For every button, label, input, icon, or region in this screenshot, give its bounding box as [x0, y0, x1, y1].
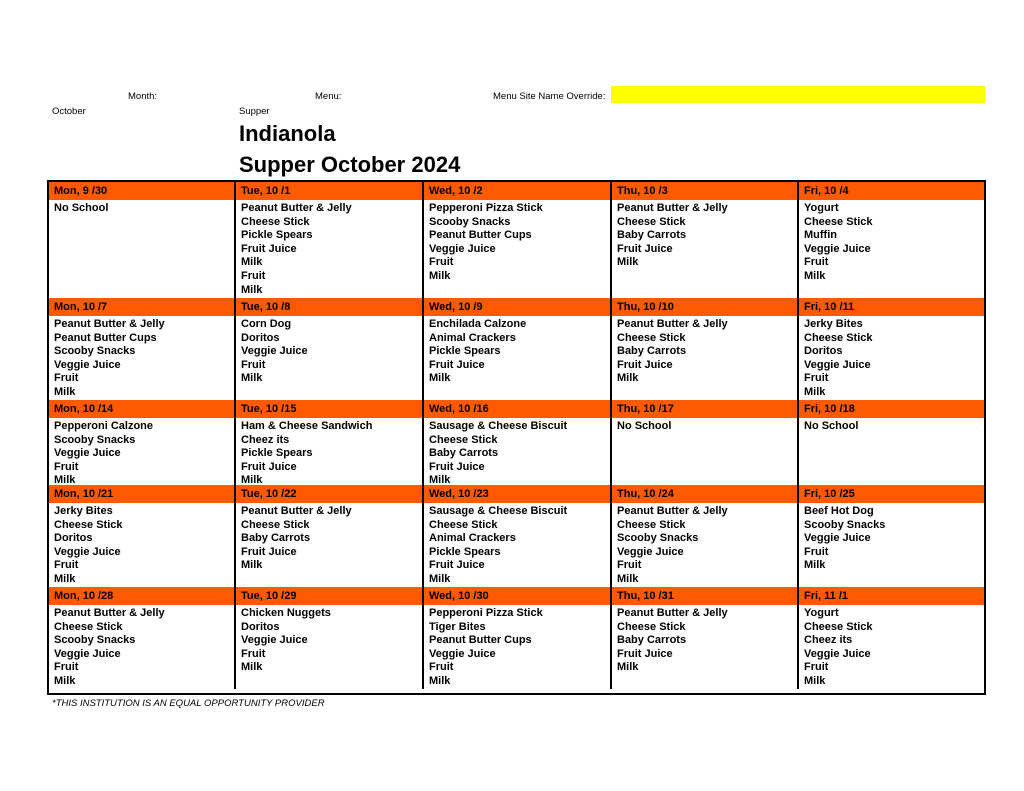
menu-item: Scooby Snacks	[54, 345, 136, 358]
menu-item: Milk	[429, 474, 451, 485]
menu-item: Cheese Stick	[804, 215, 873, 228]
day-menu-cell	[236, 200, 424, 298]
menu-item: Veggie Juice	[804, 358, 871, 371]
menu-item: Veggie Juice	[241, 634, 308, 647]
menu-item: Doritos	[241, 331, 280, 344]
menu-item: Milk	[54, 572, 76, 585]
menu-item: Milk	[804, 385, 826, 398]
menu-item: Cheese Stick	[241, 518, 310, 531]
menu-item: Cheese Stick	[617, 331, 686, 344]
menu-item: Veggie Juice	[617, 545, 684, 558]
menu-item: Peanut Butter Cups	[429, 634, 532, 647]
site-name: Indianola	[239, 121, 336, 146]
menu-item: No School	[804, 420, 859, 432]
day-header: Wed, 10 /9	[424, 298, 612, 316]
day-header: Tue, 10 /22	[236, 485, 424, 503]
menu-item: Cheese Stick	[54, 620, 123, 633]
day-header: Fri, 10 /18	[799, 400, 984, 418]
menu-item: Veggie Juice	[804, 532, 871, 545]
menu-item: Fruit Juice	[241, 242, 297, 255]
menu-item: Fruit	[54, 559, 79, 572]
day-menu-cell	[612, 503, 799, 587]
menu-item: Cheese Stick	[429, 518, 498, 531]
menu-item: Veggie Juice	[54, 447, 121, 460]
menu-item: Cheese Stick	[241, 215, 310, 228]
month-value: October	[52, 106, 86, 117]
day-menu-cell	[49, 418, 236, 485]
menu-item: Cheez its	[241, 433, 290, 446]
menu-item: Fruit	[804, 661, 829, 674]
menu-item: Milk	[804, 674, 826, 687]
day-menu-cell	[799, 200, 984, 298]
menu-item: Veggie Juice	[54, 358, 121, 371]
menu-item: Milk	[241, 283, 263, 296]
day-header: Tue, 10 /15	[236, 400, 424, 418]
menu-item: Fruit	[54, 661, 79, 674]
menu-item: Fruit	[54, 460, 79, 473]
menu-item: Baby Carrots	[617, 345, 687, 358]
menu-item: Enchilada Calzone	[429, 318, 527, 330]
day-header: Thu, 10 /24	[612, 485, 799, 503]
menu-item: Milk	[429, 372, 451, 385]
menu-calendar-grid	[47, 180, 986, 695]
day-header: Mon, 9 /30	[49, 182, 236, 200]
menu-item: Veggie Juice	[804, 647, 871, 660]
day-menu-cell	[49, 605, 236, 689]
day-header: Wed, 10 /23	[424, 485, 612, 503]
menu-item: Baby Carrots	[617, 634, 687, 647]
menu-item: Pepperoni Pizza Stick	[429, 607, 543, 619]
menu-item: Veggie Juice	[429, 647, 496, 660]
menu-item: Milk	[54, 674, 76, 687]
day-header: Fri, 10 /4	[799, 182, 984, 200]
menu-label: Menu:	[315, 91, 342, 102]
menu-item: Fruit	[241, 647, 266, 660]
day-menu-cell	[49, 200, 236, 298]
day-header: Fri, 11 /1	[799, 587, 984, 605]
menu-item: Doritos	[54, 532, 93, 545]
menu-item: Milk	[617, 572, 639, 585]
menu-item: Animal Crackers	[429, 331, 516, 344]
menu-item: Animal Crackers	[429, 532, 516, 545]
menu-item: Fruit	[804, 256, 829, 269]
menu-item: Pepperoni Calzone	[54, 420, 154, 432]
menu-item: Beef Hot Dog	[804, 505, 874, 517]
day-header: Wed, 10 /2	[424, 182, 612, 200]
menu-item: Veggie Juice	[429, 242, 496, 255]
day-menu-cell	[424, 503, 612, 587]
menu-item: Baby Carrots	[429, 447, 499, 460]
menu-item: Scooby Snacks	[429, 215, 511, 228]
day-header: Mon, 10 /7	[49, 298, 236, 316]
menu-item: Milk	[429, 572, 451, 585]
menu-item: Fruit	[429, 661, 454, 674]
day-header: Wed, 10 /16	[424, 400, 612, 418]
menu-item: Fruit	[429, 256, 454, 269]
menu-item: Fruit Juice	[617, 242, 673, 255]
menu-item: Milk	[241, 372, 263, 385]
menu-item: Yogurt	[804, 202, 839, 214]
menu-item: Fruit Juice	[241, 460, 297, 473]
menu-item: Milk	[54, 385, 76, 398]
menu-item: Veggie Juice	[54, 647, 121, 660]
menu-item: Fruit Juice	[429, 559, 485, 572]
menu-item: Sausage & Cheese Biscuit	[429, 420, 568, 432]
day-menu-cell	[49, 316, 236, 400]
menu-item: Yogurt	[804, 607, 839, 619]
menu-item: Fruit	[804, 372, 829, 385]
day-header: Tue, 10 /29	[236, 587, 424, 605]
day-menu-cell	[799, 605, 984, 689]
day-header: Thu, 10 /10	[612, 298, 799, 316]
day-header: Mon, 10 /21	[49, 485, 236, 503]
menu-item: Milk	[804, 269, 826, 282]
menu-item: Fruit Juice	[429, 460, 485, 473]
day-menu-cell	[612, 605, 799, 689]
menu-item: Sausage & Cheese Biscuit	[429, 505, 568, 517]
site-override-field[interactable]	[611, 86, 985, 103]
day-menu-cell	[424, 605, 612, 689]
menu-item: Baby Carrots	[617, 229, 687, 242]
menu-item: Milk	[241, 256, 263, 269]
menu-item: Fruit Juice	[429, 358, 485, 371]
menu-item: Peanut Butter & Jelly	[241, 505, 352, 517]
menu-item: No School	[54, 202, 109, 214]
menu-item: Doritos	[241, 620, 280, 633]
menu-item: Fruit Juice	[617, 647, 673, 660]
menu-item: Fruit Juice	[617, 358, 673, 371]
menu-item: Cheese Stick	[617, 518, 686, 531]
day-header: Wed, 10 /30	[424, 587, 612, 605]
menu-item: Cheese Stick	[804, 620, 873, 633]
day-menu-cell	[799, 503, 984, 587]
menu-item: Scooby Snacks	[54, 433, 136, 446]
menu-item: Pickle Spears	[429, 345, 501, 358]
day-header: Thu, 10 /31	[612, 587, 799, 605]
menu-item: Peanut Butter & Jelly	[617, 318, 728, 330]
day-menu-cell	[612, 316, 799, 400]
day-header: Tue, 10 /8	[236, 298, 424, 316]
menu-item: Pepperoni Pizza Stick	[429, 202, 543, 214]
menu-item: Pickle Spears	[241, 447, 313, 460]
day-menu-cell	[236, 418, 424, 485]
day-header: Thu, 10 /17	[612, 400, 799, 418]
site-override-label: Menu Site Name Override:	[493, 91, 606, 102]
menu-item: Fruit Juice	[241, 545, 297, 558]
menu-item: Cheese Stick	[617, 215, 686, 228]
menu-item: Milk	[241, 559, 263, 572]
menu-item: Milk	[617, 372, 639, 385]
menu-item: Milk	[54, 474, 76, 485]
day-menu-cell	[612, 418, 799, 485]
menu-item: Milk	[617, 256, 639, 269]
menu-item: Milk	[617, 661, 639, 674]
menu-item: Peanut Butter Cups	[429, 229, 532, 242]
menu-item: Scooby Snacks	[617, 532, 699, 545]
day-menu-cell	[424, 316, 612, 400]
menu-item: Fruit	[804, 545, 829, 558]
menu-item: Cheez its	[804, 634, 853, 647]
menu-item: Pickle Spears	[429, 545, 501, 558]
day-header: Fri, 10 /25	[799, 485, 984, 503]
day-header: Mon, 10 /28	[49, 587, 236, 605]
menu-item: No School	[617, 420, 672, 432]
menu-item: Ham & Cheese Sandwich	[241, 420, 373, 432]
day-header: Tue, 10 /1	[236, 182, 424, 200]
menu-item: Cheese Stick	[54, 518, 123, 531]
menu-item: Pickle Spears	[241, 229, 313, 242]
menu-item: Baby Carrots	[241, 532, 311, 545]
day-menu-cell	[236, 316, 424, 400]
menu-item: Peanut Butter & Jelly	[617, 607, 728, 619]
menu-item: Peanut Butter & Jelly	[54, 607, 165, 619]
menu-item: Corn Dog	[241, 318, 292, 330]
menu-item: Milk	[429, 674, 451, 687]
menu-item: Veggie Juice	[804, 242, 871, 255]
menu-item: Chicken Nuggets	[241, 607, 331, 619]
menu-item: Peanut Butter & Jelly	[617, 202, 728, 214]
day-menu-cell	[612, 200, 799, 298]
day-menu-cell	[236, 503, 424, 587]
menu-item: Peanut Butter & Jelly	[241, 202, 352, 214]
menu-item: Scooby Snacks	[804, 518, 886, 531]
menu-item: Jerky Bites	[54, 505, 113, 517]
menu-item: Milk	[804, 559, 826, 572]
footer-disclaimer: *THIS INSTITUTION IS AN EQUAL OPPORTUNITY PROVIDER	[52, 698, 325, 709]
menu-item: Scooby Snacks	[54, 634, 136, 647]
month-label: Month:	[128, 91, 158, 102]
menu-item: Tiger Bites	[429, 620, 486, 633]
day-header: Fri, 10 /11	[799, 298, 984, 316]
menu-item: Doritos	[804, 345, 843, 358]
menu-item: Milk	[429, 269, 451, 282]
menu-item: Fruit	[617, 559, 642, 572]
menu-item: Jerky Bites	[804, 318, 863, 330]
menu-item: Fruit	[54, 372, 79, 385]
menu-item: Fruit	[241, 358, 266, 371]
day-menu-cell	[424, 418, 612, 485]
menu-item: Peanut Butter & Jelly	[54, 318, 165, 330]
day-menu-cell	[799, 418, 984, 485]
menu-item: Muffin	[804, 229, 837, 242]
menu-item: Cheese Stick	[617, 620, 686, 633]
menu-value: Supper	[239, 106, 270, 117]
menu-item: Peanut Butter & Jelly	[617, 505, 728, 517]
day-menu-cell	[799, 316, 984, 400]
day-header: Mon, 10 /14	[49, 400, 236, 418]
menu-item: Milk	[241, 661, 263, 674]
menu-item: Cheese Stick	[804, 331, 873, 344]
day-menu-cell	[424, 200, 612, 298]
day-menu-cell	[236, 605, 424, 689]
menu-item: Veggie Juice	[241, 345, 308, 358]
day-header: Thu, 10 /3	[612, 182, 799, 200]
menu-item: Fruit	[241, 269, 266, 282]
menu-item: Veggie Juice	[54, 545, 121, 558]
menu-item: Peanut Butter Cups	[54, 331, 157, 344]
menu-item: Cheese Stick	[429, 433, 498, 446]
menu-title: Supper October 2024	[239, 152, 461, 177]
menu-item: Milk	[241, 474, 263, 485]
day-menu-cell	[49, 503, 236, 587]
